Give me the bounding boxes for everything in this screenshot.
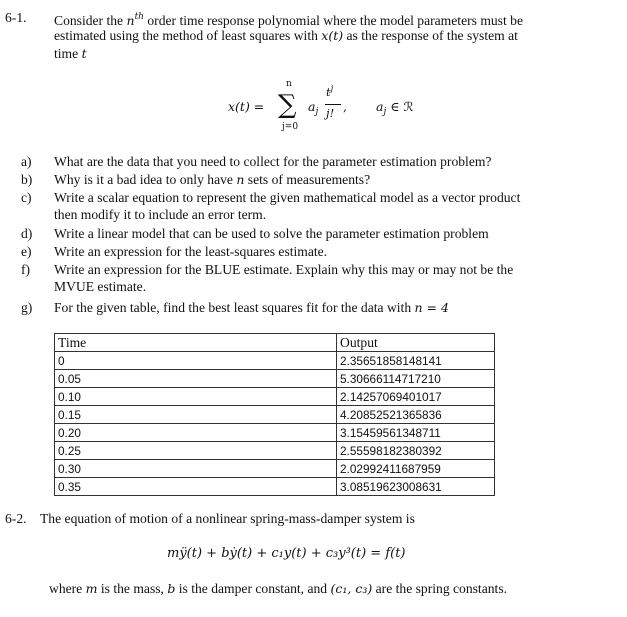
text-span: is the mass, xyxy=(97,581,168,596)
item-text: What are the data that you need to collect for the parameter estimation problem? xyxy=(54,154,492,169)
fraction-denominator: j! xyxy=(326,106,335,120)
item-text: Write an expression for the BLUE estimate. Explain why this may or may not be the xyxy=(54,262,514,277)
fraction-bar xyxy=(325,104,341,105)
table-header-row xyxy=(55,334,495,352)
time-cell: 0 xyxy=(55,352,337,370)
table-row xyxy=(55,406,495,424)
text-span: as the response of the system at xyxy=(343,28,518,43)
text-span: Consider the xyxy=(54,13,127,28)
text-span: For the given table, find the best least squares fit for the data with xyxy=(54,300,415,315)
output-cell: 2.55598182380392 xyxy=(337,442,495,460)
item-text: Write a scalar equation to represent the given mathematical model as a vector product xyxy=(54,190,521,205)
num-t: t xyxy=(326,85,331,99)
time-cell: 0.05 xyxy=(55,370,337,388)
table-row xyxy=(55,460,495,478)
column-header-output: Output xyxy=(337,334,495,352)
fraction-numerator xyxy=(326,84,333,99)
item-text-continued: MVUE estimate. xyxy=(54,279,147,294)
item-label: f) xyxy=(21,262,31,277)
table-row xyxy=(55,388,495,406)
table-row xyxy=(55,478,495,496)
item-label: c) xyxy=(21,190,32,205)
item-label: g) xyxy=(21,300,33,315)
table-row xyxy=(55,370,495,388)
text-span: sets of measurements? xyxy=(244,172,371,187)
math-c1-c3: (c₁, c₃) xyxy=(330,581,373,596)
output-cell: 3.15459561348711 xyxy=(337,424,495,442)
problem-text-line-1 xyxy=(54,9,523,29)
item-text: Write an expression for the least-squares estimate. xyxy=(54,244,328,259)
text-span: time xyxy=(54,46,82,61)
problem-text-line-2 xyxy=(54,27,518,44)
domain-statement xyxy=(376,99,413,117)
math-n: n xyxy=(236,172,245,187)
num-sup: j xyxy=(330,84,334,94)
sum-lower-limit: j=0 xyxy=(282,122,299,132)
formula-trail: , xyxy=(343,99,347,114)
domain-sub: j xyxy=(383,107,387,117)
math-t: t xyxy=(81,46,87,61)
sum-symbol: ∑ xyxy=(278,90,297,120)
where-statement xyxy=(49,580,507,597)
math-m: m xyxy=(85,581,98,596)
domain-a: a xyxy=(376,99,384,114)
coefficient xyxy=(308,99,318,117)
sum-upper-limit: n xyxy=(286,79,292,89)
item-label: a) xyxy=(21,154,32,169)
formula xyxy=(228,80,488,136)
equation-of-motion: mÿ(t) + bẏ(t) + c₁y(t) + c₃y³(t) = f(t) xyxy=(167,546,406,561)
column-header-time: Time xyxy=(55,334,337,352)
problem-intro: The equation of motion of a nonlinear spring-mass-damper system is xyxy=(40,511,415,526)
table-row xyxy=(55,424,495,442)
output-cell: 2.35651858148141 xyxy=(337,352,495,370)
coef-a: a xyxy=(308,99,316,114)
problem-number: 6-2. xyxy=(5,511,27,526)
formula-lhs: x(t) = xyxy=(228,99,265,114)
time-cell: 0.15 xyxy=(55,406,337,424)
domain-set: ∈ ℛ xyxy=(386,99,414,114)
text-span: Why is it a bad idea to only have xyxy=(54,172,237,187)
item-label: b) xyxy=(21,172,33,187)
item-text xyxy=(54,171,370,188)
text-span: are the spring constants. xyxy=(372,581,508,596)
coef-subscript: j xyxy=(315,107,319,117)
problem-number: 6-1. xyxy=(5,10,27,25)
math-b: b xyxy=(167,581,176,596)
item-text-continued: then modify it to include an error term. xyxy=(54,207,267,222)
math-n-equals-4: n = 4 xyxy=(414,300,449,315)
time-cell: 0.30 xyxy=(55,460,337,478)
text-span: order time response polynomial where the model parameters must be xyxy=(143,13,523,28)
output-cell: 5.30666114717210 xyxy=(337,370,495,388)
text-span: where xyxy=(49,581,86,596)
item-label: e) xyxy=(21,244,32,259)
time-cell: 0.25 xyxy=(55,442,337,460)
time-cell: 0.35 xyxy=(55,478,337,496)
text-span: is the damper constant, and xyxy=(175,581,331,596)
output-cell: 4.20852521365836 xyxy=(337,406,495,424)
data-table xyxy=(54,333,495,496)
output-cell: 2.02992411687959 xyxy=(337,460,495,478)
item-label: d) xyxy=(21,226,33,241)
time-cell: 0.10 xyxy=(55,388,337,406)
table-row xyxy=(55,442,495,460)
math-xt: x(t) xyxy=(321,28,344,43)
output-cell: 2.14257069401017 xyxy=(337,388,495,406)
table-row xyxy=(55,352,495,370)
problem-text-line-3 xyxy=(54,45,87,62)
text-span: estimated using the method of least squares with xyxy=(54,28,322,43)
item-text xyxy=(54,299,449,316)
superscript-th: th xyxy=(134,12,144,22)
item-text: Write a linear model that can be used to solve the parameter estimation problem xyxy=(54,226,489,241)
time-cell: 0.20 xyxy=(55,424,337,442)
output-cell: 3.08519623008631 xyxy=(337,478,495,496)
math-n: n xyxy=(126,13,135,28)
